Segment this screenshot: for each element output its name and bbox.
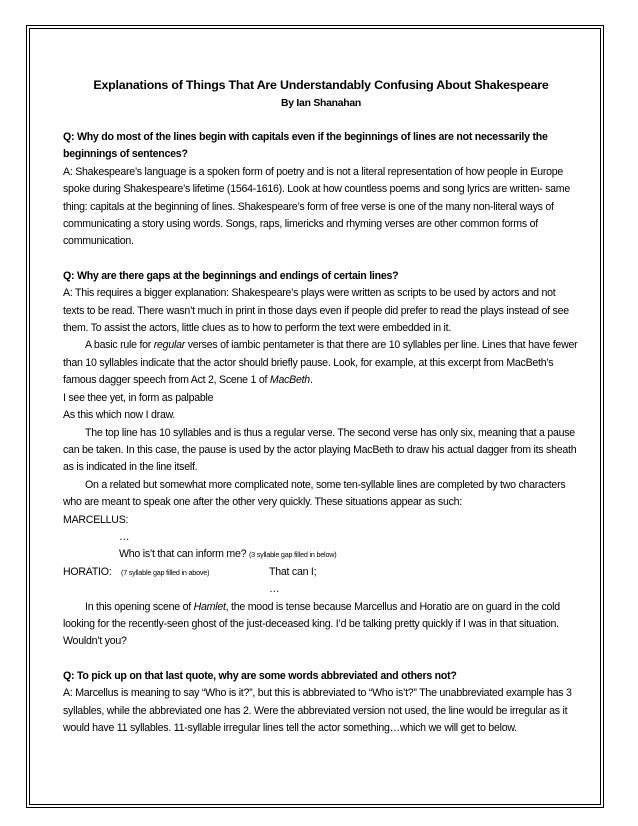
speaker-horatio: HORATIO: bbox=[63, 565, 112, 578]
answer-2: A: This requires a bigger explanation: Shakespeare’s plays were written as scripts to be used by actors and not texts to be read. There wasn’t much in print in those days even if people did prefer to read the plays instead of see them. To assist the actors, little clues as to how to perform the text were embedded in it. bbox=[63, 287, 569, 335]
answer-2-paragraph-2 bbox=[63, 337, 579, 389]
text-run: . bbox=[309, 374, 313, 387]
answer-3: A: Marcellus is meaning to say “Who is it?”, but this is abbreviated to “Who is’t?” The unabbreviated example has 3 syllables, while the abbreviated one has 2. Were the abbreviated version not used, the line would be irregular as it would have 11 syllables. 11-syllable irregular lines tell the actor something…which we will get to below. bbox=[63, 687, 572, 734]
spacer bbox=[63, 251, 579, 268]
play-title-macbeth: MacBeth bbox=[269, 374, 310, 387]
text-run: , the mood is tense because Marcellus and Horatio are on guard in the cold looking for the recently-seen ghost of the just-deceased king. I’d be talking pretty quickly if I was in that situation. Wouldn’t you? bbox=[63, 600, 560, 648]
script-ellipsis-2: … bbox=[269, 583, 280, 596]
script-line-marcellus bbox=[63, 546, 579, 563]
answer-2-paragraph-4: On a related but somewhat more complicated note, some ten-syllable lines are completed by two characters who are meant to speak one after the other very quickly. These situations appear as such: bbox=[63, 478, 566, 509]
answer-2-paragraph-3: The top line has 10 syllables and is thus a regular verse. The second verse has only six, meaning that a pause can be taken. In this case, the pause is used by the actor playing MacBeth to draw his actual dagger from its sheath as is indicated in the line itself. bbox=[63, 426, 577, 474]
speaker-marcellus: MARCELLUS: bbox=[63, 513, 129, 526]
answer-2-paragraph-5 bbox=[63, 599, 579, 651]
gap-note-1: (3 syllable gap filled in below) bbox=[248, 550, 337, 560]
question-2: Q: Why are there gaps at the beginnings and endings of certain lines? bbox=[63, 269, 399, 282]
question-3: Q: To pick up on that last quote, why are some words abbreviated and others not? bbox=[63, 669, 457, 682]
marcellus-line: Who is’t that can inform me? bbox=[119, 548, 247, 561]
document-author: By Ian Shanahan bbox=[281, 98, 361, 109]
horatio-line: That can I; bbox=[269, 565, 317, 578]
spacer bbox=[63, 651, 579, 668]
answer-1: A: Shakespeare’s language is a spoken form of poetry and is not a literal representation of how people in Europe spoke during Shakespeare’s lifetime (1564-1616). Look at how countless poems and song lyrics are written- same thing: capitals at the beginning of lines. Shakespeare’s form of free verse is one of the many non-literal ways of communicating a story using words. Songs, raps, limericks and rhyming verses are other common forms of communication. bbox=[63, 165, 570, 248]
script-ellipsis-1: … bbox=[119, 530, 130, 543]
question-1: Q: Why do most of the lines begin with capitals even if the beginnings of lines are not necessarily the beginnings of sentences? bbox=[63, 131, 548, 161]
text-run: A basic rule for bbox=[85, 339, 154, 352]
play-title-hamlet: Hamlet bbox=[193, 600, 226, 613]
verse-line-2: As this which now I draw. bbox=[63, 409, 176, 422]
document-title: Explanations of Things That Are Understandably Confusing About Shakespeare bbox=[93, 78, 549, 92]
text-run: verses of iambic pentameter is that there are 10 syllables per line. Lines that have fewer than 10 syllables indicate that the actor should briefly pause. Look, for example, at this excerpt from MacBeth’s famous dagger speech from Act 2, Scene 1 of bbox=[63, 339, 578, 387]
script-line-horatio bbox=[63, 564, 579, 581]
document-body bbox=[63, 75, 579, 737]
gap-note-2: (7 syllable gap filled in above) bbox=[121, 567, 210, 577]
text-run: In this opening scene of bbox=[85, 600, 194, 613]
emphasis-regular: regular bbox=[153, 339, 185, 352]
verse-line-1: I see thee yet, in form as palpable bbox=[63, 391, 214, 404]
